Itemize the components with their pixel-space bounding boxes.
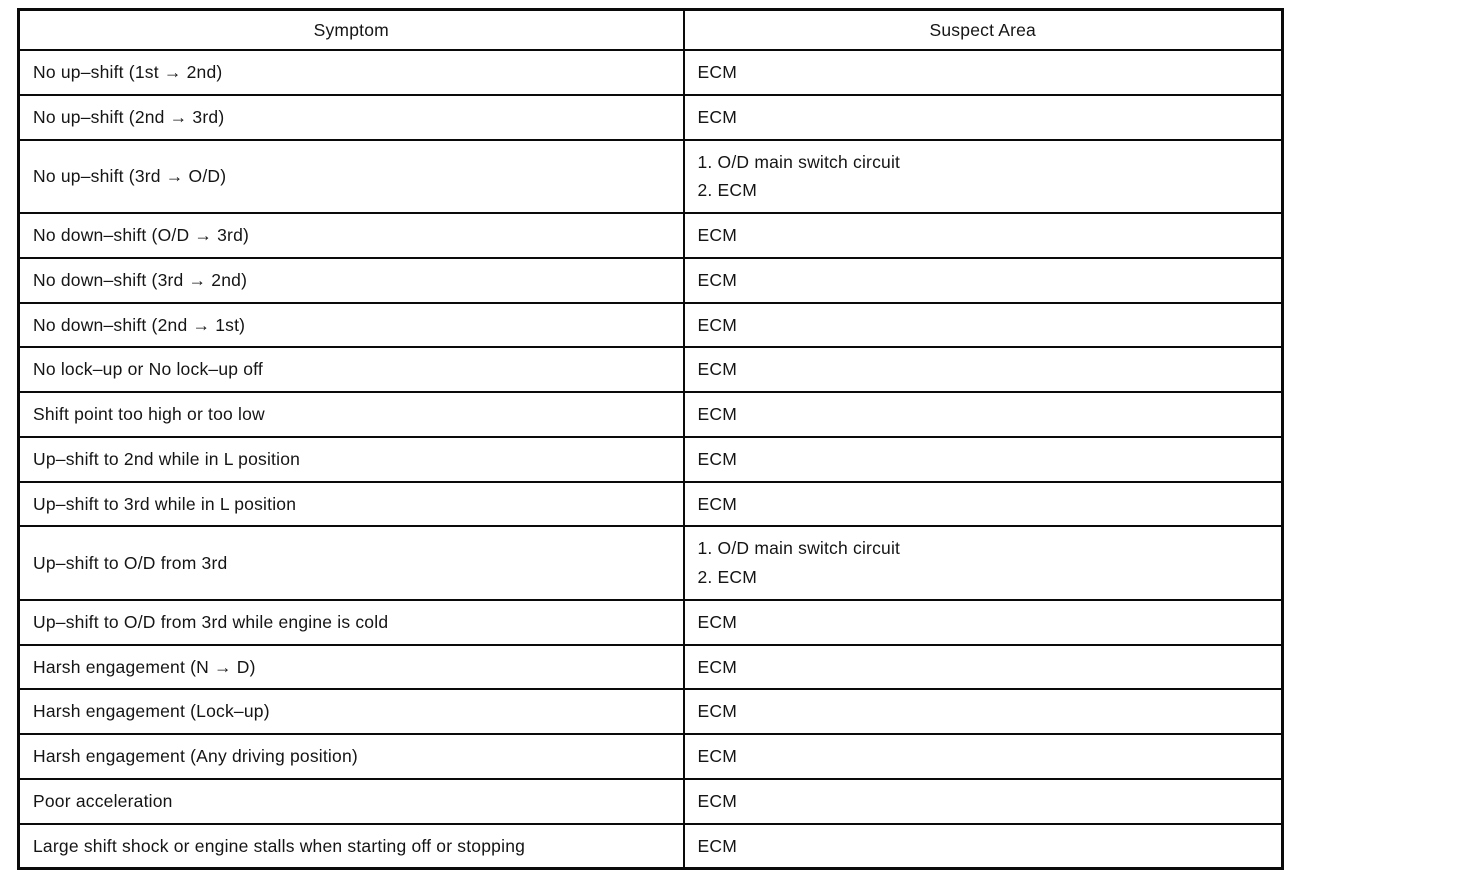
suspect-line: ECM [697, 656, 737, 677]
suspect-cell [684, 526, 1283, 600]
suspect-line: ECM [697, 225, 737, 245]
suspect-cell [684, 437, 1283, 482]
symptom-cell: No down–shift (O/D → 3rd) [19, 213, 684, 258]
suspect-cell [684, 140, 1283, 214]
table-row [19, 437, 1283, 482]
table-row [19, 258, 1283, 303]
table-row [19, 140, 1283, 214]
symptom-cell: No up–shift (2nd → 3rd) [19, 95, 684, 140]
table-row [19, 392, 1283, 437]
symptom-suspect-table [17, 8, 1284, 870]
suspect-line: ECM [697, 404, 737, 424]
symptom-cell: Harsh engagement (Lock–up) [19, 689, 684, 734]
suspect-line: ECM [697, 611, 737, 632]
symptom-cell: No down–shift (3rd → 2nd) [19, 258, 684, 303]
table-row [19, 645, 1283, 690]
suspect-line: ECM [697, 790, 737, 811]
table-row [19, 95, 1283, 140]
suspect-line: 1. O/D main switch circuit [697, 538, 901, 559]
symptom-cell: No down–shift (2nd → 1st) [19, 303, 684, 348]
table-row [19, 347, 1283, 392]
symptom-column-header: Symptom [19, 10, 684, 51]
table-row [19, 779, 1283, 824]
suspect-line: 1. O/D main switch circuit [697, 151, 901, 172]
table-row [19, 303, 1283, 348]
suspect-cell [684, 689, 1283, 734]
table-row [19, 600, 1283, 645]
symptom-cell: No up–shift (3rd → O/D) [19, 140, 684, 214]
symptom-cell: Up–shift to O/D from 3rd [19, 526, 684, 600]
symptom-cell: No up–shift (1st → 2nd) [19, 50, 684, 95]
suspect-cell [684, 734, 1283, 779]
symptom-cell: No lock–up or No lock–up off [19, 347, 684, 392]
symptom-cell: Harsh engagement (Any driving position) [19, 734, 684, 779]
table-row [19, 526, 1283, 600]
header-row [19, 10, 1283, 51]
suspect-line: ECM [697, 701, 737, 722]
suspect-cell [684, 645, 1283, 690]
symptom-cell: Up–shift to 3rd while in L position [19, 482, 684, 527]
suspect-cell [684, 779, 1283, 824]
suspect-cell [684, 258, 1283, 303]
suspect-cell [684, 482, 1283, 527]
suspect-line: ECM [697, 835, 737, 856]
suspect-line: ECM [697, 269, 737, 290]
suspect-cell [684, 392, 1283, 437]
symptom-cell: Poor acceleration [19, 779, 684, 824]
suspect-line: ECM [697, 359, 737, 380]
suspect-cell [684, 303, 1283, 348]
suspect-line: 2. ECM [697, 180, 758, 201]
suspect-line: ECM [697, 62, 737, 82]
table-row [19, 482, 1283, 527]
table-row [19, 213, 1283, 258]
suspect-line: 2. ECM [697, 567, 758, 587]
symptom-cell: Up–shift to O/D from 3rd while engine is cold [19, 600, 684, 645]
suspect-line: ECM [697, 106, 737, 127]
suspect-area-column-header: Suspect Area [684, 10, 1283, 51]
table-row [19, 824, 1283, 869]
table-row [19, 50, 1283, 95]
suspect-cell [684, 213, 1283, 258]
symptom-cell: Large shift shock or engine stalls when starting off or stopping [19, 824, 684, 869]
suspect-line: ECM [697, 314, 737, 335]
suspect-cell [684, 600, 1283, 645]
symptom-cell: Up–shift to 2nd while in L position [19, 437, 684, 482]
table-row [19, 689, 1283, 734]
suspect-cell [684, 50, 1283, 95]
suspect-cell [684, 347, 1283, 392]
suspect-line: ECM [697, 493, 737, 514]
suspect-line: ECM [697, 448, 737, 469]
table-row [19, 734, 1283, 779]
symptom-cell: Harsh engagement (N → D) [19, 645, 684, 690]
symptom-cell: Shift point too high or too low [19, 392, 684, 437]
suspect-cell [684, 95, 1283, 140]
suspect-line: ECM [697, 746, 737, 766]
table-body [19, 50, 1283, 869]
table-header [19, 10, 1283, 51]
suspect-cell [684, 824, 1283, 869]
